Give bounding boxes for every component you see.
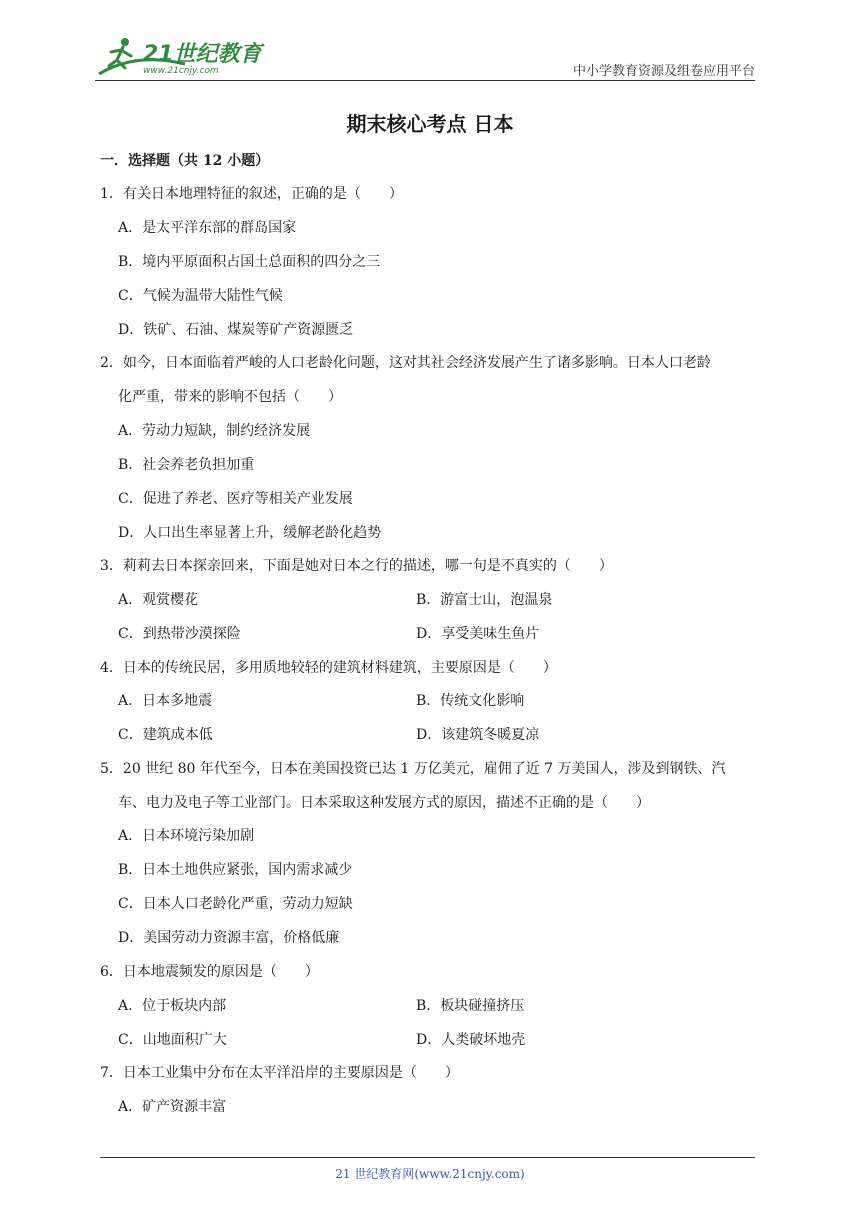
- question-5-option-b: B．日本土地供应紧张，国内需求减少: [118, 862, 353, 878]
- question-2-stem-cont: 化严重，带来的影响不包括（ ）: [118, 389, 342, 405]
- 21cnjy-logo: [95, 34, 265, 78]
- question-3-option-b: B．游富士山，泡温泉: [416, 592, 553, 608]
- question-3-stem: 3．莉莉去日本探亲回来，下面是她对日本之行的描述，哪一句是不真实的（ ）: [100, 558, 613, 574]
- question-6-option-c: C．山地面积广大: [118, 1032, 227, 1048]
- question-5-stem-cont: 车、电力及电子等工业部门。日本采取这种发展方式的原因，描述不正确的是（ ）: [118, 795, 650, 811]
- question-1-option-d: D．铁矿、石油、煤炭等矿产资源匮乏: [118, 322, 354, 338]
- question-3-option-a: A．观赏樱花: [118, 592, 199, 608]
- question-7-stem: 7．日本工业集中分布在太平洋沿岸的主要原因是（ ）: [100, 1065, 459, 1081]
- question-4-option-b: B．传统文化影响: [416, 693, 525, 709]
- question-6-option-b: B．板块碰撞挤压: [416, 998, 525, 1014]
- question-1-option-c: C．气候为温带大陆性气候: [118, 288, 283, 304]
- question-5-option-c: C．日本人口老龄化严重，劳动力短缺: [118, 896, 353, 912]
- question-5-option-a: A．日本环境污染加剧: [118, 828, 255, 844]
- question-4-option-a: A．日本多地震: [118, 693, 213, 709]
- header-platform-text: 中小学教育资源及组卷应用平台: [572, 64, 755, 79]
- footer-divider: [100, 1157, 755, 1158]
- question-4-stem: 4．日本的传统民居，多用质地较轻的建筑材料建筑，主要原因是（ ）: [100, 660, 557, 676]
- svg-text:www.21cnjy.com: www.21cnjy.com: [143, 66, 219, 76]
- question-5-stem: 5．20 世纪 80 年代至今，日本在美国投资已达 1 万亿美元，雇佣了近 7 万美国人，涉及到钢铁、汽: [100, 761, 726, 777]
- question-2-option-a: A．劳动力短缺，制约经济发展: [118, 423, 311, 439]
- question-6-option-a: A．位于板块内部: [118, 998, 227, 1014]
- svg-text:21世纪教育: 21世纪教育: [143, 42, 262, 67]
- question-5-option-d: D．美国劳动力资源丰富，价格低廉: [118, 930, 340, 946]
- question-1-stem: 1．有关日本地理特征的叙述，正确的是（ ）: [100, 186, 403, 202]
- question-3-option-d: D．享受美味生鱼片: [416, 626, 540, 642]
- question-4-option-d: D．该建筑冬暖夏凉: [416, 727, 540, 743]
- page-header: [95, 34, 755, 81]
- question-7-option-a: A．矿产资源丰富: [118, 1099, 227, 1115]
- page-title: 期末核心考点 日本: [346, 112, 514, 136]
- question-1-option-b: B．境内平原面积占国土总面积的四分之三: [118, 254, 381, 270]
- question-2-stem: 2．如今，日本面临着严峻的人口老龄化问题，这对其社会经济发展产生了诸多影响。日本人口老龄: [100, 355, 711, 371]
- footer-link[interactable]: 21 世纪教育网(www.21cnjy.com): [335, 1167, 525, 1181]
- question-1-option-a: A．是太平洋东部的群岛国家: [118, 220, 297, 236]
- question-2-option-c: C．促进了养老、医疗等相关产业发展: [118, 491, 353, 507]
- question-2-option-b: B．社会养老负担加重: [118, 457, 255, 473]
- question-3-option-c: C．到热带沙漠探险: [118, 626, 241, 642]
- question-6-option-d: D．人类破坏地壳: [416, 1032, 526, 1048]
- question-4-option-c: C．建筑成本低: [118, 727, 213, 743]
- question-2-option-d: D．人口出生率显著上升，缓解老龄化趋势: [118, 525, 382, 541]
- question-6-stem: 6．日本地震频发的原因是（ ）: [100, 964, 319, 980]
- section-heading: 一．选择题（共 12 小题）: [100, 153, 270, 169]
